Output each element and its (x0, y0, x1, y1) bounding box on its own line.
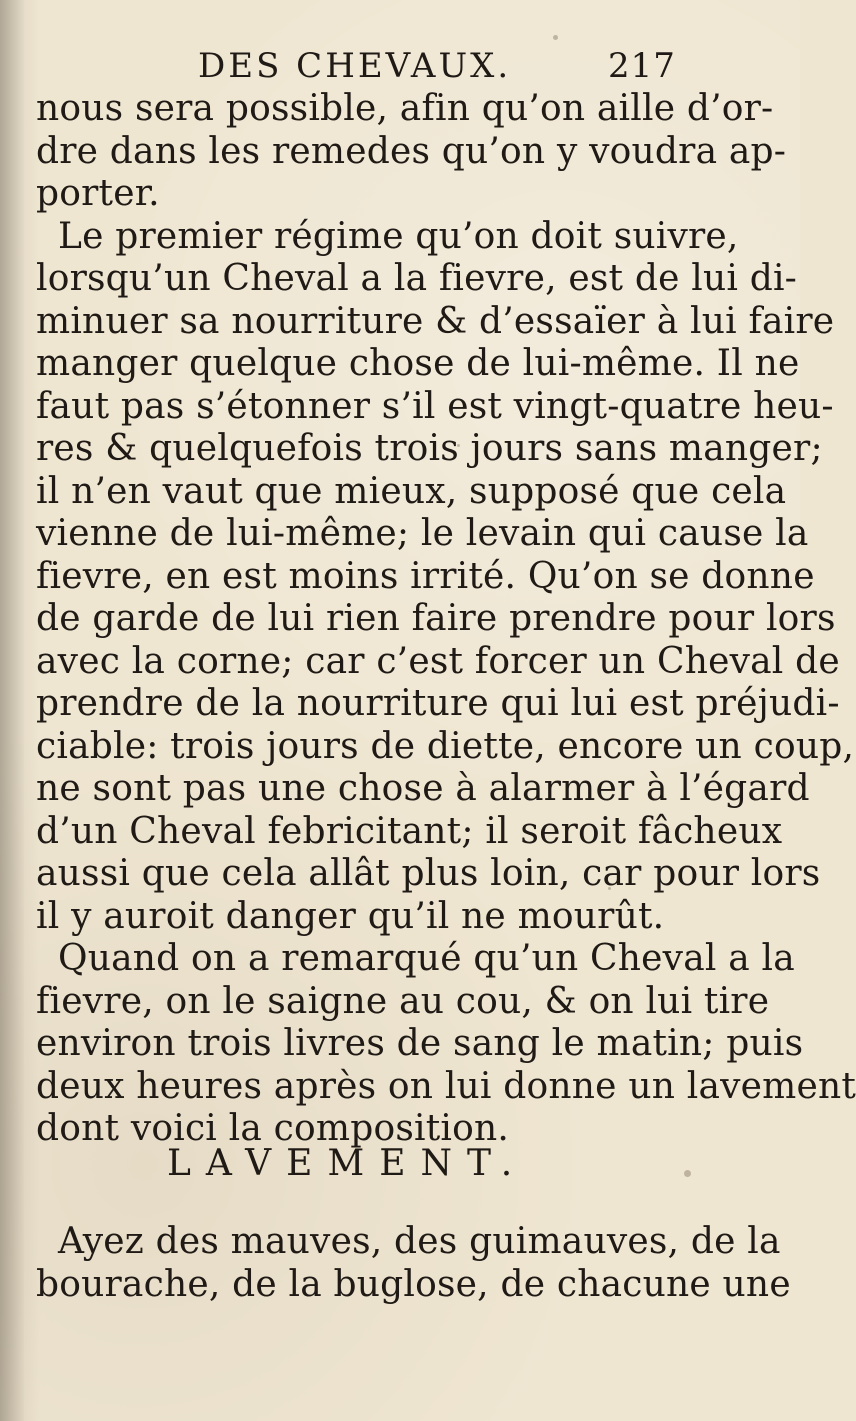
text-line: Quand on a remarqué qu’un Cheval a la (58, 938, 795, 979)
page-header (0, 38, 800, 88)
text-line: Le premier régime qu’on doit suivre, (58, 215, 739, 257)
recipe-line: bourache, de la buglose, de chacune une (36, 1263, 791, 1305)
paper-speck (553, 35, 558, 40)
text-line: porter. (36, 173, 160, 214)
text-line: fievre, en est moins irrité. Qu’on se donne (36, 555, 815, 597)
recipe-text (36, 1220, 791, 1305)
text-line: manger quelque chose de lui-même. Il ne (36, 343, 800, 384)
text-line: d’un Cheval febricitant; il seroit fâcheux (36, 810, 783, 852)
text-line: dont voici la composition. (36, 1108, 510, 1149)
text-line: nous sera possible, afin qu’on aille d’or- (36, 88, 774, 129)
paper-speck (684, 1170, 691, 1177)
page-number: 217 (608, 46, 676, 86)
recipe-line: Ayez des mauves, des guimauves, de la (58, 1221, 781, 1262)
text-line: lorsqu’un Cheval a la fievre, est de lui di- (36, 258, 798, 299)
text-line: environ trois livres de sang le matin; puis (36, 1023, 804, 1064)
running-title: DES CHEVAUX. (198, 46, 512, 86)
text-line: ciable: trois jours de diette, encore un coup, (36, 725, 855, 767)
page-gutter-shadow (0, 0, 24, 1421)
text-line: aussi que cela allât plus loin, car pour lors (36, 853, 821, 894)
text-line: ne sont pas une chose à alarmer à l’égard (36, 768, 810, 809)
text-line: avec la corne; car c’est forcer un Cheval de (36, 640, 840, 682)
text-line: il n’en vaut que mieux, supposé que cela (36, 470, 787, 512)
paper-speck (608, 887, 611, 890)
text-line: deux heures après on lui donne un lavement (36, 1065, 856, 1107)
text-line: fievre, on le saigne au cou, & on lui tire (36, 980, 770, 1022)
main-text (36, 88, 856, 1151)
text-line: dre dans les remedes qu’on y voudra ap- (36, 130, 787, 172)
paper-speck (457, 444, 460, 447)
section-heading: LAVEMENT. (167, 1143, 528, 1184)
text-line: res & quelquefois trois jours sans manger; (36, 428, 823, 469)
text-line: minuer sa nourriture & d’essaïer à lui faire (36, 300, 835, 342)
text-line: il y auroit danger qu’il ne mourût. (36, 895, 665, 937)
text-line: prendre de la nourriture qui lui est préjudi- (36, 683, 840, 724)
text-line: vienne de lui-même; le levain qui cause la (36, 513, 809, 554)
text-line: faut pas s’étonner s’il est vingt-quatre heu- (36, 385, 834, 427)
text-line: de garde de lui rien faire prendre pour lors (36, 598, 836, 639)
